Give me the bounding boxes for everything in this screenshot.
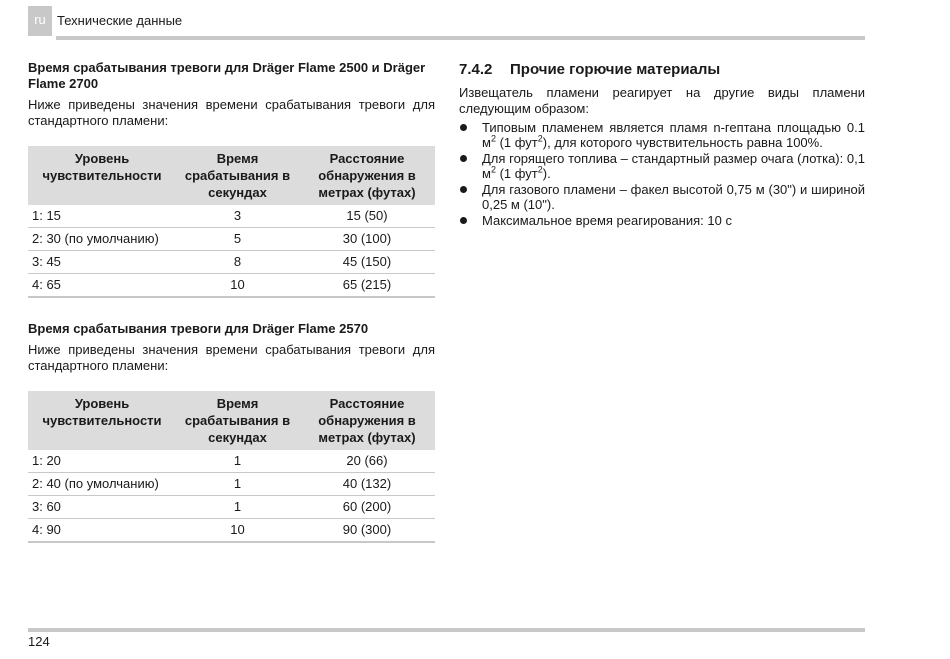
col-header-time: Время срабатывания в секундах — [176, 391, 299, 450]
cell-sensitivity: 3: 60 — [28, 496, 176, 519]
list-item: Для газового пламени – факел высотой 0,75 м (30") и шириной 0,25 м (10"). — [459, 182, 865, 212]
header-title: Технические данные — [57, 13, 183, 28]
cell-time: 3 — [176, 205, 299, 228]
section-number: 7.4.2 — [459, 61, 493, 78]
cell-distance: 20 (66) — [299, 450, 435, 473]
response-time-table-2570 — [28, 391, 435, 543]
cell-distance: 45 (150) — [299, 251, 435, 274]
right-column — [459, 60, 865, 229]
section-title-flame-2570: Время срабатывания тревоги для Dräger Flame 2570 — [28, 321, 369, 336]
col-header-time: Время срабатывания в секундах — [176, 146, 299, 205]
table-row — [28, 205, 435, 228]
cell-time: 5 — [176, 228, 299, 251]
col-header-distance: Расстояние обнаружения в метрах (футах) — [299, 146, 435, 205]
table-row — [28, 228, 435, 251]
section-heading-other-materials — [459, 60, 865, 80]
cell-distance: 30 (100) — [299, 228, 435, 251]
cell-time: 8 — [176, 251, 299, 274]
page-header — [28, 6, 865, 36]
section-heading-text: Прочие горючие материалы — [510, 61, 721, 78]
cell-time: 1 — [176, 450, 299, 473]
bullet-icon — [460, 155, 467, 162]
cell-time: 1 — [176, 473, 299, 496]
table-row — [28, 450, 435, 473]
cell-time: 10 — [176, 274, 299, 298]
table-row — [28, 496, 435, 519]
table-row — [28, 519, 435, 543]
page-number: 124 — [28, 634, 50, 649]
list-item: Максимальное время реагирования: 10 с — [459, 213, 865, 228]
cell-distance: 65 (215) — [299, 274, 435, 298]
cell-sensitivity: 4: 65 — [28, 274, 176, 298]
bullet-icon — [460, 124, 467, 131]
table-row — [28, 274, 435, 298]
footer-rule — [28, 628, 865, 632]
section-title-flame-2500-2700: Время срабатывания тревоги для Dräger Flame 2500 и Dräger Flame 2700 — [28, 60, 426, 91]
cell-sensitivity: 2: 40 (по умолчанию) — [28, 473, 176, 496]
col-header-sensitivity: Уровень чувствительности — [28, 146, 176, 205]
cell-sensitivity: 2: 30 (по умолчанию) — [28, 228, 176, 251]
bullet-list — [459, 120, 865, 228]
cell-sensitivity: 3: 45 — [28, 251, 176, 274]
cell-time: 1 — [176, 496, 299, 519]
col-header-distance: Расстояние обнаружения в метрах (футах) — [299, 391, 435, 450]
section-intro: Ниже приведены значения времени срабатывания тревоги для стандартного пламени: — [28, 97, 435, 128]
response-time-table-2500-2700 — [28, 146, 435, 298]
list-item: Для горящего топлива – стандартный размер очага (лотка): 0,1 $м^2$ (1 фут$^2$). — [459, 151, 865, 181]
cell-sensitivity: 4: 90 — [28, 519, 176, 543]
col-header-sensitivity: Уровень чувствительности — [28, 391, 176, 450]
language-badge: ru — [28, 6, 52, 36]
cell-distance: 60 (200) — [299, 496, 435, 519]
table-row — [28, 251, 435, 274]
table-header-row — [28, 146, 435, 205]
cell-distance: 40 (132) — [299, 473, 435, 496]
table-row — [28, 473, 435, 496]
bullet-icon — [460, 217, 467, 224]
cell-sensitivity: 1: 15 — [28, 205, 176, 228]
list-item: Типовым пламенем является пламя n-гептана площадью 0.1 $м^2$ (1 фут$^2$), для которого чувствительность равна 100%. — [459, 120, 865, 150]
section-intro: Извещатель пламени реагирует на другие виды пламени следующим образом: — [459, 85, 865, 116]
left-column — [28, 60, 435, 543]
table-header-row — [28, 391, 435, 450]
cell-sensitivity: 1: 20 — [28, 450, 176, 473]
cell-distance: 90 (300) — [299, 519, 435, 543]
cell-distance: 15 (50) — [299, 205, 435, 228]
section-intro: Ниже приведены значения времени срабатывания тревоги для стандартного пламени: — [28, 342, 435, 373]
bullet-icon — [460, 186, 467, 193]
cell-time: 10 — [176, 519, 299, 543]
header-rule — [56, 36, 865, 40]
